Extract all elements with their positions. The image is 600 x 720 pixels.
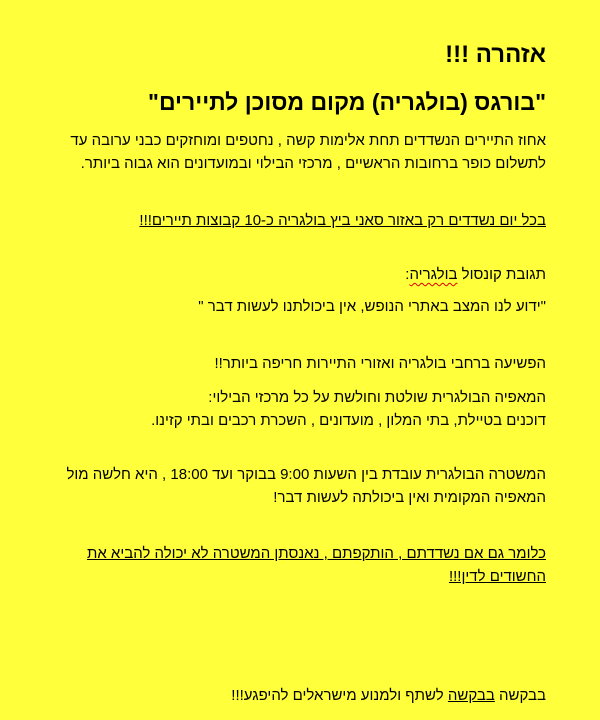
police-paragraph: המשטרה הבולגרית עובדת בין השעות 9:00 בבוקר ועד 18:00 , היא חלשה מול המאפיה המקומית ואין ביכולתה לעשות דבר! [66, 466, 546, 506]
mafia-line-1: המאפיה הבולגרית שולטת וחולשת על כל מרכזי הבילוי: [208, 389, 546, 406]
consul-quote: "ידוע לנו המצב באתרי הנופש, אין ביכולתנו לעשות דבר " [198, 298, 546, 315]
conclusion-statement: כלומר גם אם נשדדתם , הותקפתם , נאנסתן המשטרה לא יכולה להביא את החשודים לדין!!! [86, 545, 546, 585]
headline: "בורגס (בולגריה) מקום מסוכן לתיירים" [148, 89, 546, 115]
daily-robbery-statement: בכל יום נשדדים רק באזור סאני ביץ בולגריה כ-10 קבוצות תיירים!!! [139, 212, 546, 229]
consul-label-word: בולגריה [409, 266, 458, 283]
footer-prefix: בבקשה [494, 687, 546, 704]
crime-statement: הפשיעה ברחבי בולגריה ואזורי התיירות חריפה ביותר!! [214, 355, 546, 372]
footer-underlined-word: בבקשה [447, 687, 495, 704]
footer-call-to-action [54, 684, 546, 707]
consul-label-suffix: : [405, 266, 410, 283]
mafia-line-2: דוכנים בטיילת, בתי המלון , מועדונים , השכרת רכבים ובתי קזינו. [151, 412, 546, 429]
intro-paragraph: אחוז התיירים הנשדדים תחת אלימות קשה , נחטפים ומוחזקים כבני ערובה עד לתשלום כופר ברחובות הראשיים , מרכזי הבילוי ובמועדונים הוא גבוה ביותר. [70, 132, 546, 172]
footer-suffix: לשתף ולמנוע מישראלים להיפגע!!! [231, 687, 448, 704]
warning-title: אזהרה !!! [445, 41, 546, 68]
consul-response-label [54, 263, 546, 286]
consul-label-prefix: תגובת קונסול [457, 266, 546, 283]
